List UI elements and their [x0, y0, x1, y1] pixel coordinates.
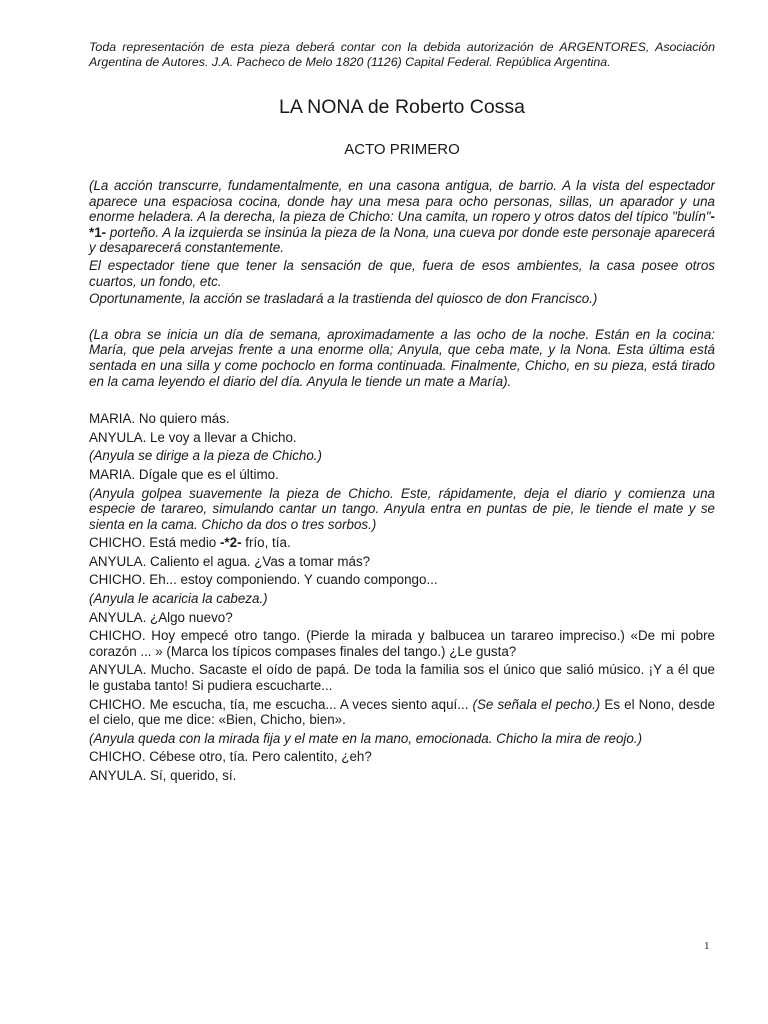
- dialogue-line: ANYULA. Mucho. Sacaste el oído de papá. De toda la familia sos el único que salió músico. ¡Y a él que le gustaba tanto! Si pudiera escucharte...: [89, 662, 715, 694]
- stage-direction-setting: [89, 178, 715, 256]
- dialogue-line: CHICHO. Eh... estoy componiendo. Y cuando compongo...: [89, 572, 438, 588]
- dialogue-line: CHICHO. Hoy empecé otro tango. (Pierde la mirada y balbucea un tarareo impreciso.) «De mi pobre corazón ... » (Marca los típicos compases finales del tango.) ¿Le gusta?: [89, 628, 715, 659]
- stage-direction: (Anyula queda con la mirada fija y el mate en la mano, emocionada. Chicho la mira de reojo.): [89, 730, 643, 746]
- dialogue-text: Es el Nono, desde el cielo, que me dice: «Bien, Chicho, bien».: [89, 696, 715, 728]
- stage-direction-house: El espectador tiene que tener la sensación de que, fuera de esos ambientes, la casa posee otros cuartos, un fondo, etc.: [89, 257, 715, 289]
- footnote-marker: -*2-: [219, 535, 242, 551]
- dialogue-line: [89, 535, 715, 551]
- document-page: [89, 40, 715, 784]
- stage-text: (La acción transcurre, fundamentalmente, en una casona antigua, de barrio. A la vista del espectador aparece una espaciosa cocina, donde hay una mesa para ocho personas, sillas, un aparador y una enorme heladera. A la derecha, la pieza de Chicho: Una camita, un ropero y otros datos del típico "bulín": [89, 178, 715, 225]
- dialogue-line: MARIA. Dígale que es el último.: [89, 466, 279, 482]
- dialogue-line: MARIA. No quiero más.: [89, 411, 230, 427]
- stage-text: porteño. A la izquierda se insinúa la pieza de la Nona, una cueva por donde este personaje aparecerá y desaparecerá constantemente.: [89, 224, 715, 256]
- footnote-marker: -*1-: [89, 209, 715, 240]
- dialogue-text: CHICHO. Me escucha, tía, me escucha... A veces siento aquí...: [89, 696, 473, 712]
- stage-direction: (Anyula le acaricia la cabeza.): [89, 591, 268, 607]
- dialogue-line: ANYULA. Caliento el agua. ¿Vas a tomar más?: [89, 553, 371, 569]
- dialogue-line: CHICHO. Cébese otro, tía. Pero calentito, ¿eh?: [89, 749, 372, 765]
- dialogue-line: [89, 697, 715, 728]
- copyright-notice: Toda representación de esta pieza deberá contar con la debida autorización de ARGENTORES, Asociación Argentina de Autores. J.A. Pacheco de Melo 1820 (1126) Capital Federal. República Argentina.: [89, 40, 715, 69]
- inline-stage-direction: (Se señala el pecho.): [472, 696, 601, 712]
- dialogue-line: ANYULA. ¿Algo nuevo?: [89, 609, 233, 625]
- dialogue-line: ANYULA. Sí, querido, sí.: [89, 768, 237, 783]
- stage-direction-opening: (La obra se inicia un día de semana, aproximadamente a las ocho de la noche. Están en la cocina: María, que pela arvejas frente a una enorme olla; Anyula, que ceba mate, y la Nona. Esta última está sentada en una silla y come pochoclo en forma continuada. Finalmente, Chicho, en su pieza, está tirado en la cama leyendo el diario del día. Anyula le tiende un mate a María).: [89, 326, 715, 389]
- dialogue-line: ANYULA. Le voy a llevar a Chicho.: [89, 429, 297, 445]
- dialogue-block: [89, 411, 715, 783]
- page-number: 1: [704, 940, 710, 952]
- play-title: LA NONA de Roberto Cossa: [278, 96, 526, 118]
- dialogue-text: CHICHO. Está medio: [89, 535, 220, 551]
- stage-direction: (Anyula se dirige a la pieza de Chicho.): [89, 448, 322, 464]
- act-heading: ACTO PRIMERO: [344, 141, 460, 158]
- stage-direction-kiosk: Oportunamente, la acción se trasladará a la trastienda del quiosco de don Francisco.): [89, 291, 598, 307]
- dialogue-text: frío, tía.: [241, 535, 291, 551]
- stage-direction: (Anyula golpea suavemente la pieza de Chicho. Este, rápidamente, deja el diario y comienza una especie de tarareo, simulando cantar un tango. Anyula entra en puntas de pie, le tiende el mate y se sienta en la cama. Chicho da dos o tres sorbos.): [89, 485, 715, 532]
